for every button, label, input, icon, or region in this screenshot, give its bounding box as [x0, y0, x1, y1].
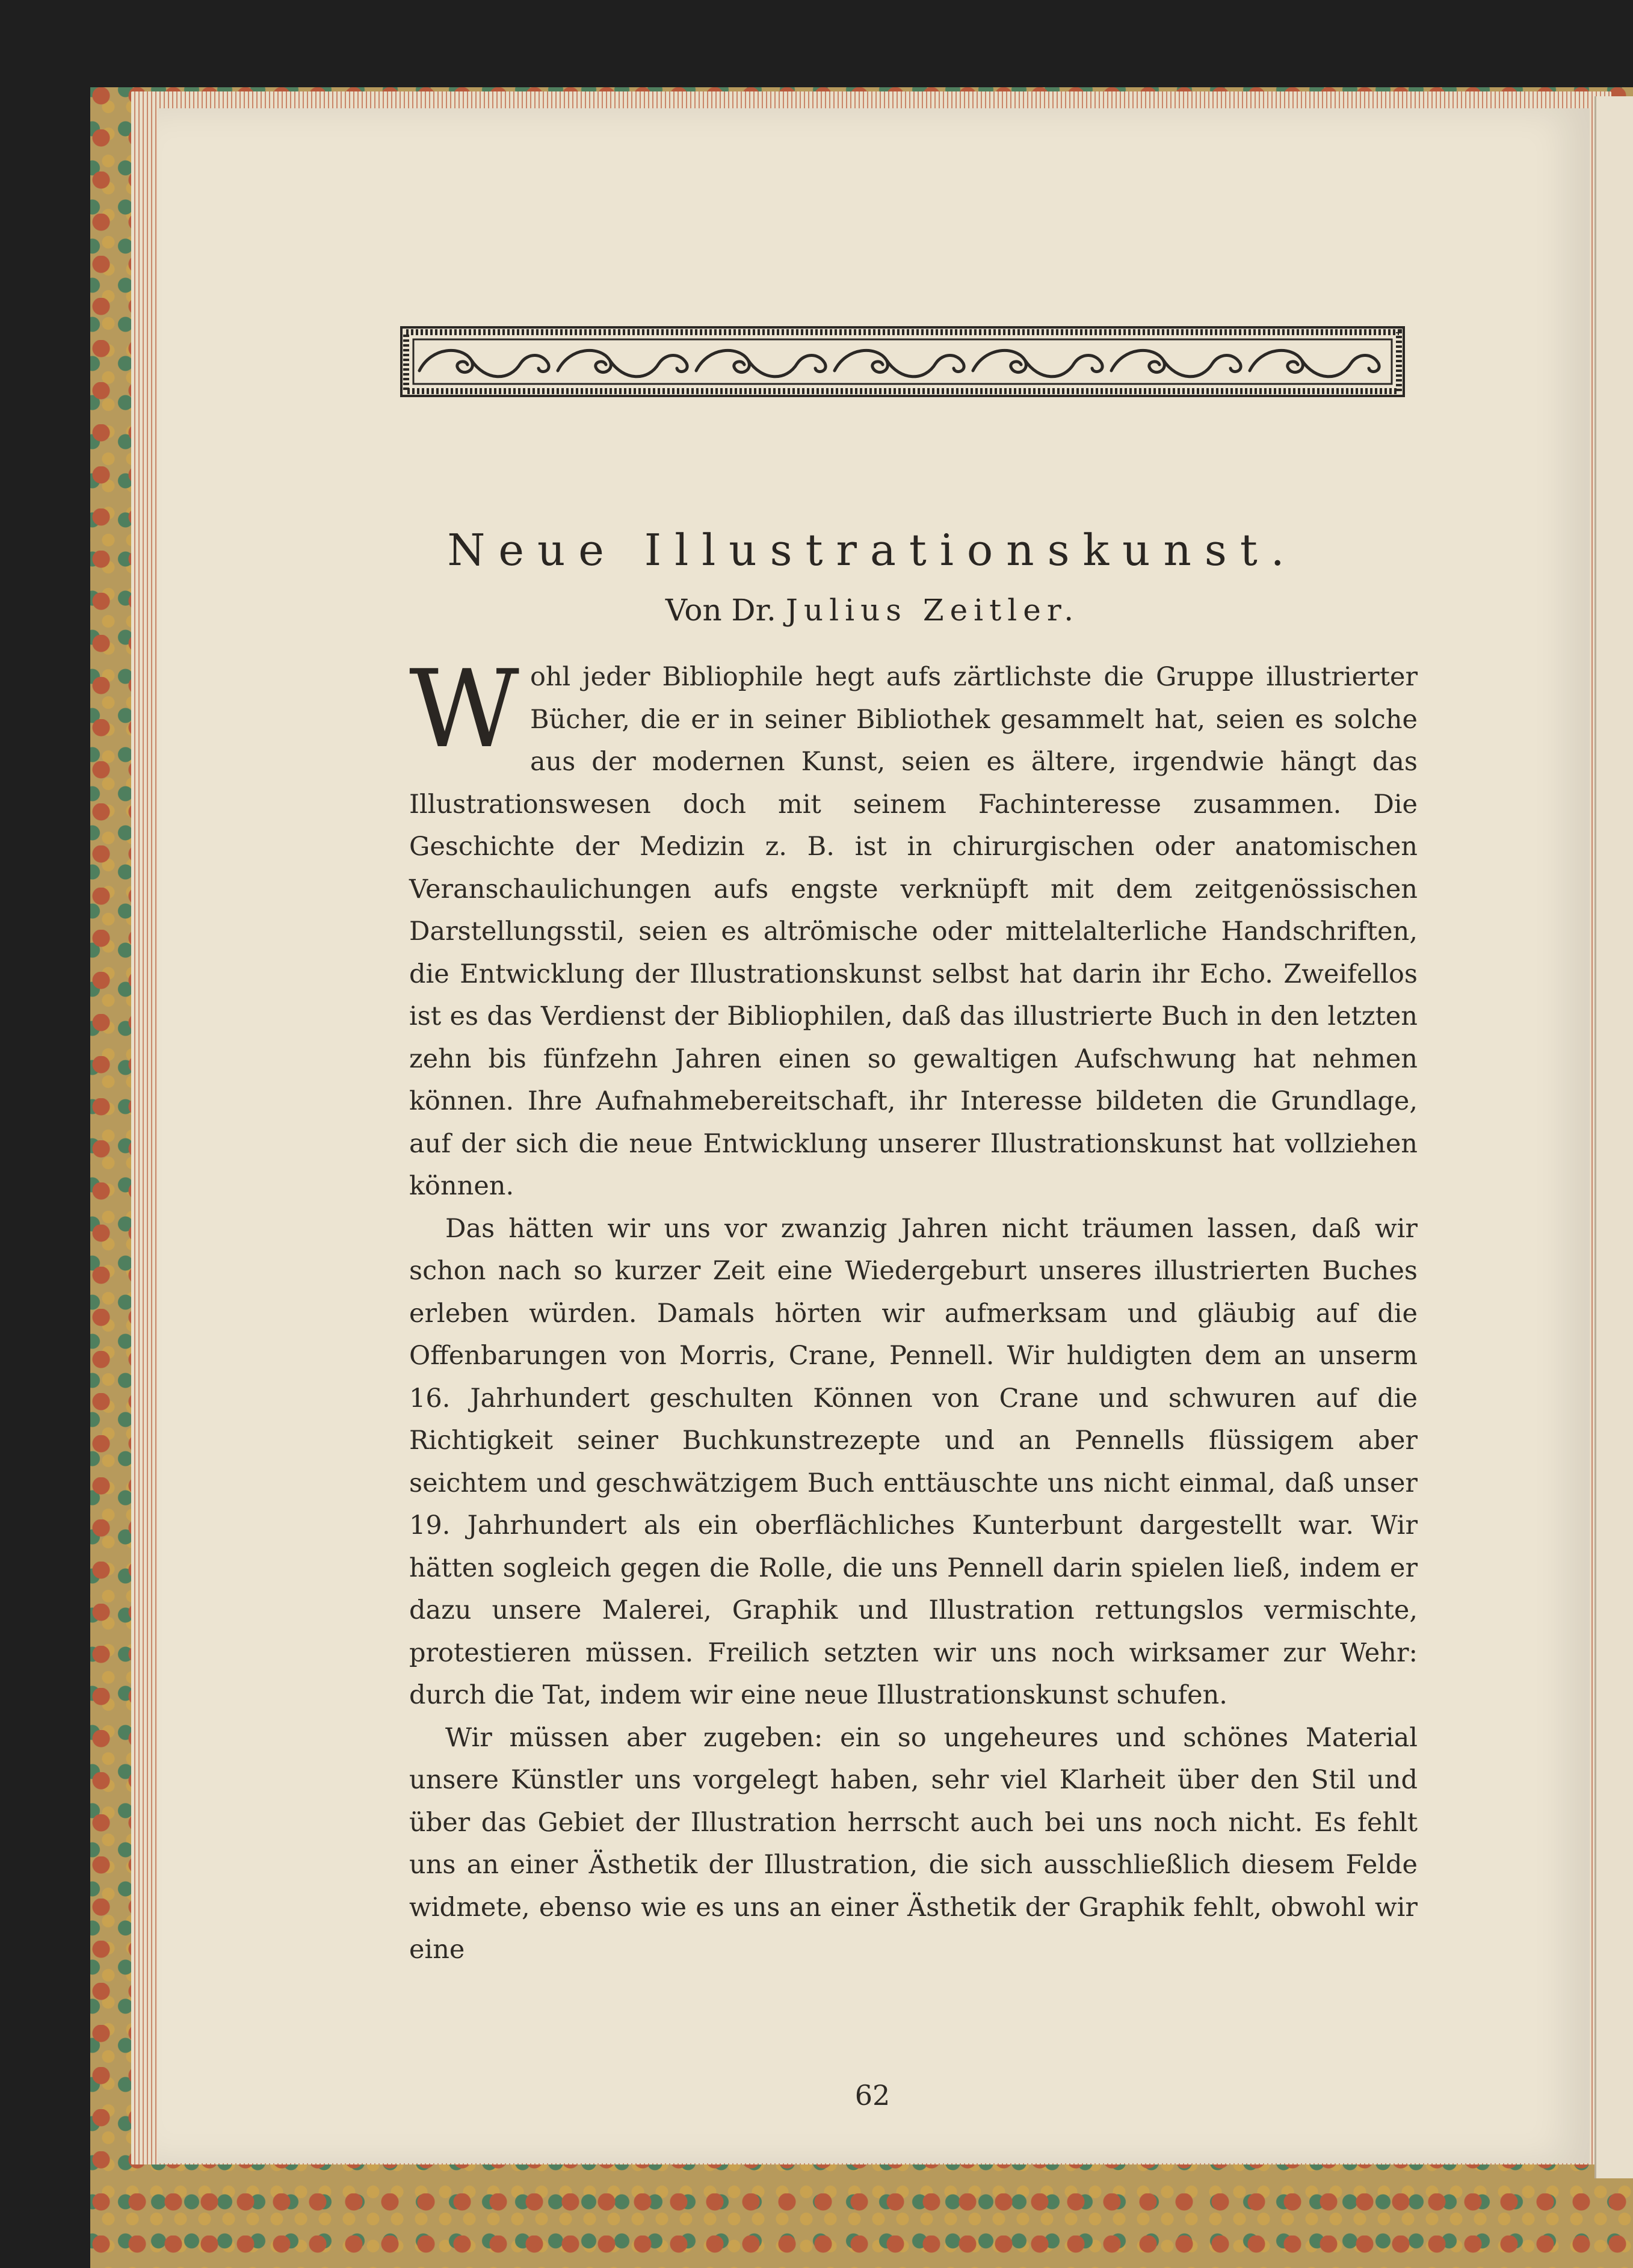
page-number: 62	[854, 2079, 891, 2112]
paragraph-3: Wir müssen aber zugeben: ein so ungeheures und schönes Material unsere Künstler uns vorgelegt haben, sehr viel Klarheit über den Stil und über das Gebiet der Illustration herrscht auch bei uns noch nicht. Es fehlt uns an einer Ästhetik der Illustration, die sich ausschließlich diesem Felde widmete, ebenso wie es uns an einer Ästhetik der Graphik fehlt, obwohl wir eine	[409, 1722, 1418, 1965]
byline	[156, 593, 1588, 628]
paragraph-2: Das hätten wir uns vor zwanzig Jahren nicht träumen lassen, daß wir schon nach so kurzer Zeit eine Wiedergeburt unseres illustrierten Buches erleben würden. Damals hörten wir aufmerksam und gläubig auf die Offenbarungen von Morris, Crane, Pennell. Wir huldigten dem an unserm 16. Jahrhundert geschulten Können von Crane und schwuren auf die Richtigkeit seiner Buchkunstrezepte und an Pennells flüssigem aber seichtem und geschwätzigem Buch enttäuschte uns nicht einmal, daß unser 19. Jahrhundert als ein oberflächliches Kunterbunt dargestellt war. Wir hätten sogleich gegen die Rolle, die uns Pennell darin spielen ließ, indem er dazu unsere Malerei, Graphik und Illustration rettungslos vermischte, protestieren müssen. Freilich setzten wir uns noch wirksamer zur Wehr: durch die Tat, indem wir eine neue Illustrationskunst schufen.	[409, 1213, 1418, 1710]
ornament-scroll	[973, 350, 1102, 376]
ornament-scroll	[558, 350, 687, 376]
article-body	[409, 647, 1418, 1971]
ornament-scroll	[835, 350, 964, 376]
drop-cap: W	[409, 647, 519, 771]
ornament-scroll	[1250, 350, 1379, 376]
author-name: Julius Zeitler.	[785, 593, 1080, 628]
article-title: Neue Illustrationskunst.	[447, 525, 1298, 575]
ornament-scroll	[419, 350, 549, 376]
paragraph-1: Wohl jeder Bibliophile hegt aufs zärtlichste die Gruppe illustrierter Bücher, die er in seiner Bibliothek gesammelt hat, seien es solche aus der modernen Kunst, seien es ältere, irgendwie hängt das Illustrationswesen doch mit seinem Fachinteresse zusammen. Die Geschichte der Medizin z. B. ist in chirurgischen oder anatomischen Veranschaulichungen aufs engste verknüpft mit dem zeitgenössischen Darstellungsstil, seien es altrömische oder mittelalterliche Handschriften, die Entwicklung der Illustrationskunst selbst hat darin ihr Echo. Zweifellos ist es das Verdienst der Bibliophilen, daß das illustrierte Buch in den letzten zehn bis fünfzehn Jahren einen so gewaltigen Aufschwung hat nehmen können. Ihre Aufnahmebereitschaft, ihr Interesse bildeten die Grundlage, auf der sich die neue Entwicklung unserer Illustrationskunst hat vollziehen können.	[409, 647, 1418, 1201]
facing-page-edge	[1594, 96, 1633, 2178]
ornament-scroll	[1111, 350, 1241, 376]
ornament-scroll	[696, 350, 826, 376]
decorative-header-ornament	[400, 326, 1405, 397]
byline-prefix: Von Dr.	[665, 593, 776, 628]
